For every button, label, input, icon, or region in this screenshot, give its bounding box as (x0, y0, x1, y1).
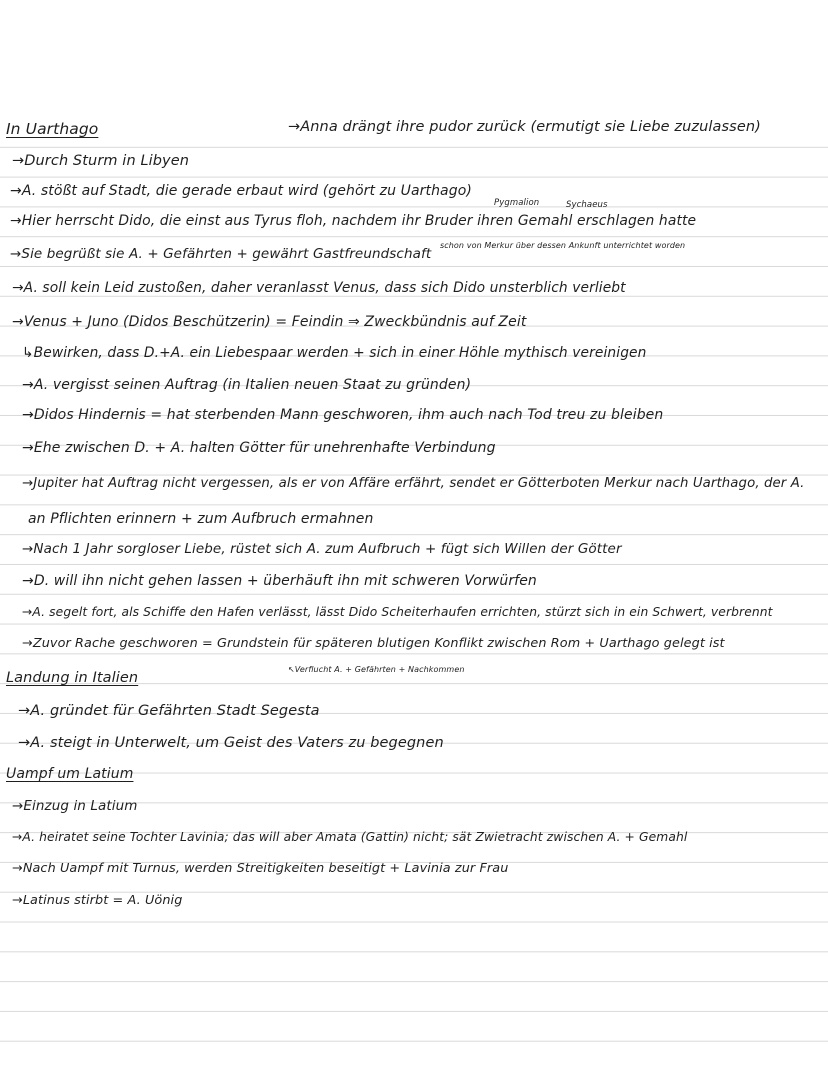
note-merkur: schon von Merkur über dessen Ankunft unterrichtet worden (440, 241, 686, 250)
heading-kampf-um-latium: Uampf um Latium (6, 766, 134, 782)
note-anna: →Anna drängt ihre pudor zurück (ermutigt sie Liebe zuzulassen) (288, 119, 761, 135)
note-line: →Latinus stirbt = A. Uönig (12, 893, 183, 908)
note-line: →Einzug in Latium (12, 798, 138, 814)
note-line: →Venus + Juno (Didos Beschützerin) = Feindin ⇒ Zweckbündnis auf Zeit (12, 314, 527, 330)
note-line: →A. heiratet seine Tochter Lavinia; das will aber Amata (Gattin) nicht; sät Zwietracht zwischen A. + Gemahl (12, 830, 688, 844)
heading-landung-in-italien: Landung in Italien (6, 670, 139, 686)
note-line: →A. gründet für Gefährten Stadt Segesta (18, 703, 320, 719)
note-line: →Nach Uampf mit Turnus, werden Streitigkeiten beseitigt + Lavinia zur Frau (12, 861, 509, 876)
note-line: →Zuvor Rache geschworen = Grundstein für späteren blutigen Konflikt zwischen Rom + Uarthago gelegt ist (22, 636, 725, 651)
note-sychaeus: Sychaeus (566, 200, 608, 210)
note-line: →Durch Sturm in Libyen (12, 153, 190, 169)
note-line: →A. steigt in Unterwelt, um Geist des Vaters zu begegnen (18, 735, 444, 751)
note-verflucht: ↖Verflucht A. + Gefährten + Nachkommen (288, 665, 465, 674)
note-pygmalion: Pygmalion (494, 198, 540, 208)
note-line: →Didos Hindernis = hat sterbenden Mann geschworen, ihm auch nach Tod treu zu bleiben (22, 407, 664, 423)
note-line: →Sie begrüßt sie A. + Gefährten + gewährt Gastfreundschaft (10, 246, 432, 262)
note-line: →A. soll kein Leid zustoßen, daher veranlasst Venus, dass sich Dido unsterblich verliebt (12, 280, 626, 296)
note-line: ↳Bewirken, dass D.+A. ein Liebespaar werden + sich in einer Höhle mythisch vereinigen (22, 345, 647, 361)
note-line: →A. vergisst seinen Auftrag (in Italien neuen Staat zu gründen) (22, 377, 472, 393)
note-line: →Jupiter hat Auftrag nicht vergessen, als er von Affäre erfährt, sendet er Götterboten Merkur nach Uarthago, der A. (22, 476, 805, 491)
note-line: →A. segelt fort, als Schiffe den Hafen verlässt, lässt Dido Scheiterhaufen errichten, stürzt sich in ein Schwert, verbrennt (22, 605, 773, 619)
note-line: →Nach 1 Jahr sorgloser Liebe, rüstet sich A. zum Aufbruch + fügt sich Willen der Götter (22, 541, 622, 557)
note-line: an Pflichten erinnern + zum Aufbruch ermahnen (28, 511, 374, 527)
note-line: →A. stößt auf Stadt, die gerade erbaut wird (gehört zu Uarthago) (10, 183, 472, 199)
heading-in-karthago: In Uarthago (6, 120, 99, 138)
note-line: →D. will ihn nicht gehen lassen + überhäuft ihn mit schweren Vorwürfen (22, 573, 537, 589)
note-line: →Ehe zwischen D. + A. halten Götter für unehrenhafte Verbindung (22, 440, 496, 456)
note-line: →Hier herrscht Dido, die einst aus Tyrus floh, nachdem ihr Bruder ihren Gemahl erschlagen hatte (10, 213, 697, 229)
